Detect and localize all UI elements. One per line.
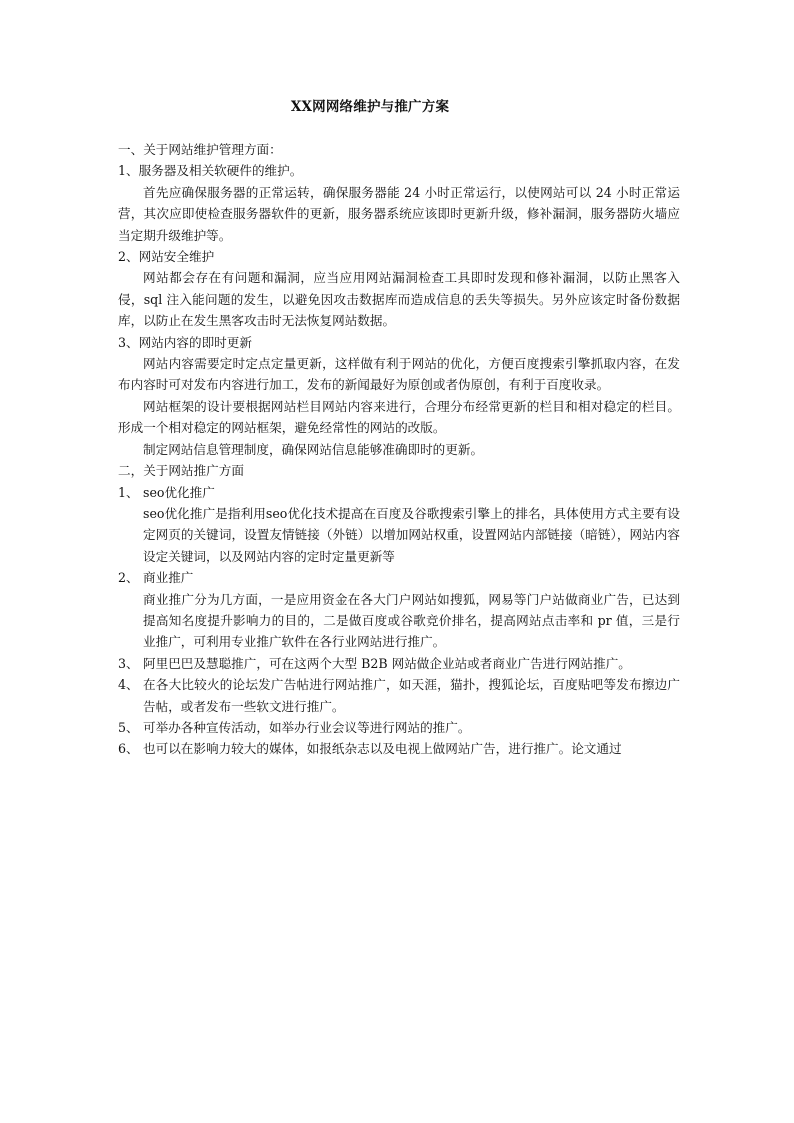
section2-item2-number: 2、 [118,570,139,586]
section1-item2-heading: 2、网站安全维护 [118,249,215,265]
section2-item4 [118,674,680,717]
section2-item5-number: 5、 [118,719,139,735]
section2-item6-number: 6、 [118,741,139,757]
section1-item1-heading: 1、服务器及相关软硬件的维护。 [118,163,303,179]
section2-item1-paragraph: seo优化推广是指利用seo优化技术提高在百度及谷歌搜索引擎上的排名，具体使用方式主要有设定网页的关键词，设置友情链接（外链）以增加网站权重，设置网站内部链接（暗链），网站内容设定关键词，以及网站内容的定时定量更新等 [143,505,680,564]
section2-item1 [118,482,680,503]
section1-item3-paragraph-1: 网站内容需要定时定点定量更新，这样做有利于网站的优化，方便百度搜索引擎抓取内容，在发布内容时可对发布内容进行加工，发布的新闻最好为原创或者伪原创，有利于百度收录。 [118,356,680,393]
section2-item6 [118,738,680,759]
section2-item2 [118,567,680,588]
section1-item1-paragraph: 首先应确保服务器的正常运转，确保服务器能 24 小时正常运行，以使网站可以 24 小时正常运营，其次应即使检查服务器软件的更新，服务器系统应该即时更新升级，修补漏洞，服务器防火墙应当定期升级维护等。 [118,184,680,243]
section2-item3-text: 阿里巴巴及慧聪推广，可在这两个大型 B2B 网站做企业站或者商业广告进行网站推广。 [143,655,631,671]
section1-item3-paragraph-2: 网站框架的设计要根据网站栏目网站内容来进行，合理分布经常更新的栏目和相对稳定的栏目。形成一个相对稳定的网站框架，避免经常性的网站的改版。 [118,398,680,436]
section2-item1-heading: seo优化推广 [143,484,215,500]
section2-item6-text: 也可以在影响力较大的媒体，如报纸杂志以及电视上做网站广告，进行推广。论文通过 [143,741,622,757]
section2-item5-text: 可举办各种宣传活动，如举办行业会议等进行网站的推广。 [143,719,471,735]
section2-item4-number: 4、 [118,677,139,693]
section1-item3-paragraph-3: 制定网站信息管理制度，确保网站信息能够准确即时的更新。 [143,441,484,457]
section1-item2-paragraph: 网站都会存在有问题和漏洞，应当应用网站漏洞检查工具即时发现和修补漏洞，以防止黑客入侵，sql 注入能问题的发生，以避免因攻击数据库而造成信息的丢失等损失。另外应该定时备份数据库，以防止在发生黑客攻击时无法恢复网站数据。 [118,270,680,329]
document-body [118,139,680,760]
section1-item3-heading: 3、网站内容的即时更新 [118,334,252,350]
section2-heading: 二，关于网站推广方面 [118,463,244,479]
section2-item4-text: 在各大比较火的论坛发广告帖进行网站推广，如天涯，猫扑，搜狐论坛，百度贴吧等发布擦边广告帖，或者发布一些软文进行推广。 [143,677,680,714]
section2-item2-paragraph: 商业推广分为几方面，一是应用资金在各大门户网站如搜狐，网易等门户站做商业广告，已达到提高知名度提升影响力的目的，二是做百度或谷歌竞价排名，提高网站点击率和 pr 值，三是行业推广，可利用专业推广软件在各行业网站进行推广。 [143,591,680,650]
section2-item2-heading: 商业推广 [143,570,194,586]
section1-heading: 一、关于网站维护管理方面： [118,142,282,157]
section2-item3 [118,653,680,674]
section2-item3-number: 3、 [118,655,139,671]
document-title: XX网网络维护与推广方案 [290,99,450,115]
section2-item1-number: 1、 [118,484,139,500]
section2-item5 [118,717,680,738]
